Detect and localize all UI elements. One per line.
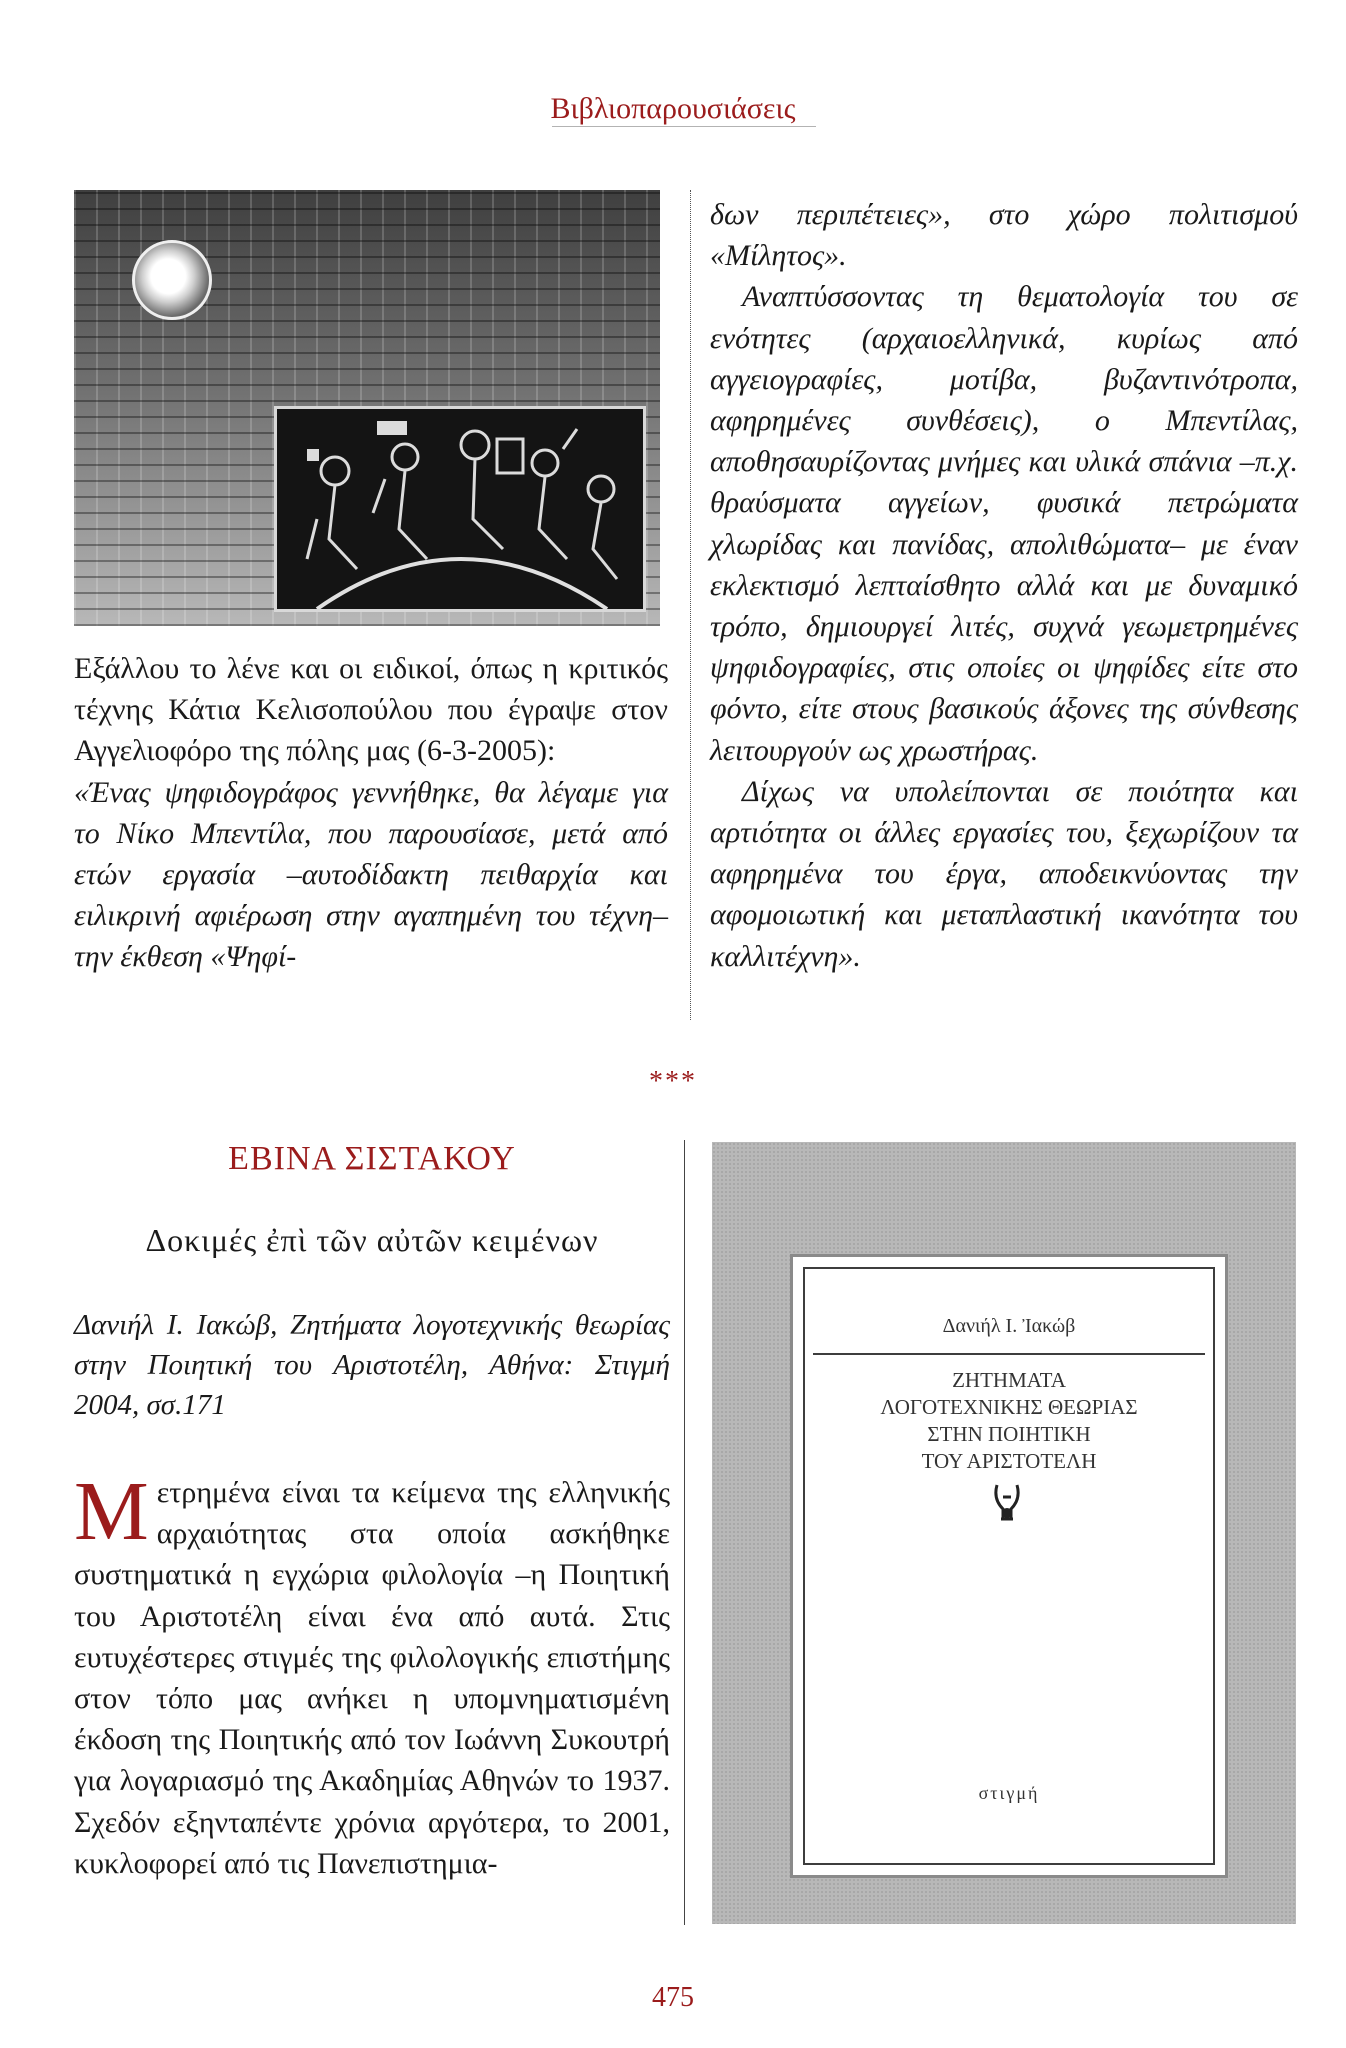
lower-column-divider [684,1140,685,1925]
cover-title-line-1: ΖΗΤΗΜΑΤΑ [952,1368,1066,1392]
review-title: Δοκιμές ἐπὶ τῶν αὐτῶν κειμένων [145,1222,599,1258]
drop-cap: Μ [74,1465,149,1558]
section-separator: *** [649,1066,697,1097]
page-number: 475 [652,1982,694,2013]
lyre-emblem-icon [989,1479,1025,1527]
citation-text: Δανιήλ Ι. Ιακώβ, Ζητήματα λογοτεχνικής θεωρίας στην Ποιητική του Αριστοτέλη, Αθήνα: Στιγμή 2004, σσ.171 [74,1309,670,1421]
cover-title-line-2: ΛΟΓΟΤΕΧΝΙΚΗΣ ΘΕΩΡΙΑΣ [880,1395,1138,1419]
book-cover-image [712,1142,1296,1924]
mosaic-disc [132,240,212,320]
left-paragraph: Εξάλλου το λένε και οι ειδικοί, όπως η κριτικός τέχνης Κάτια Κελισοπούλου που έγραψε στον Αγγελιοφόρο της πόλης μας (6-3-2005): [74,652,668,768]
review-body-text: ετρημένα είναι τα κείμενα της ελληνικής αρχαιότητας στα οποία ασκήθηκε συστηματικά η εγχώρια φιλολογία –η Ποιητική του Αριστοτέλη είναι ένα από αυτά. Στις ευτυχέστερες στιγμές της φιλολογικής επιστήμης στον τόπο μας ανήκει η υπομνηματισμένη έκδοση της Ποιητικής από τον Ιωάννη Συκουτρή για λογαριασμό της Ακαδημίας Αθηνών το 1937. Σχεδόν εξηνταπέντε χρόνια αργότερα, το 2001, κυκλοφορεί από τις Πανεπιστημια- [74,1476,670,1880]
cover-author: Δανιήλ Ι. Ἰακώβ [942,1315,1076,1337]
review-author: ΕΒΙΝΑ ΣΙΣΤΑΚΟΥ [228,1140,516,1177]
mosaic-photograph [74,190,660,626]
cover-title-line-3 [793,1421,1225,1448]
mosaic-figures-drawing [277,409,643,609]
review-body [74,1465,670,1884]
cover-title-line-3-text: ΣΤΗΝ ΠΟΙΗΤΙΚΗ [927,1422,1091,1446]
book-cover [790,1254,1228,1878]
left-quote: «Ένας ψηφιδογράφος γεννήθηκε, θα λέγαμε για το Νίκο Μπεντίλα, που παρουσίασε, μετά από ετών εργασία –αυτοδίδακτη πειθαρχία και ειλικρινή αφιέρωση στην αγαπημένη του τέχνη– την έκθεση «Ψηφί- [74,775,668,974]
right-paragraph-2: Αναπτύσσοντας τη θεματολογία του σε ενότητες (αρχαιοελληνικά, κυρίως από αγγειογραφίες, μοτίβα, βυζαντινότροπα, αφηρημένες συνθέσεις), ο Μπεντίλας, αποθησαυρίζοντας μνήμες και υλικά σπάνια –π.χ. θραύσματα αγγείων, φυσικά πετρώματα χλωρίδας και πανίδας, απολιθώματα– με έναν εκλεκτισμό λεπταίσθητο αλλά και με δυναμικό τρόπο, δημιουργεί λιτές, συχνά γεωμετρημένες ψηφιδογραφίες, στις οποίες οι ψηφίδες είτε στο φόντο, είτε στους βασικούς άξονες της σύνθεσης λειτουργούν ως χρωστήρας. [710,280,1298,767]
cover-title-line-4: ΤΟΥ ΑΡΙΣΤΟΤΕΛΗ [921,1449,1097,1473]
cover-title [793,1367,1225,1475]
running-head-rule [552,126,816,127]
mosaic-figures-panel [274,406,646,612]
right-paragraph-3: Δίχως να υπολείπονται σε ποιότητα και αρτιότητα οι άλλες εργασίες του, ξεχωρίζουν τα αφηρημένα του έργα, αποδεικνύοντας την αφομοιωτική και μεταπλαστική ικανότητα του καλλιτέχνη». [710,774,1298,973]
review-citation [74,1305,670,1425]
right-column-text [710,194,1298,977]
running-head: Βιβλιοπαρουσιάσεις [550,92,796,125]
cover-publisher: στιγμή [978,1783,1040,1803]
right-paragraph-1: δων περιπέτειες», στο χώρο πολιτισμού «Μίλητος». [710,198,1298,273]
left-column-text [74,648,668,978]
column-divider [690,190,691,1020]
cover-rule [813,1353,1205,1355]
cover-frame [803,1267,1215,1865]
